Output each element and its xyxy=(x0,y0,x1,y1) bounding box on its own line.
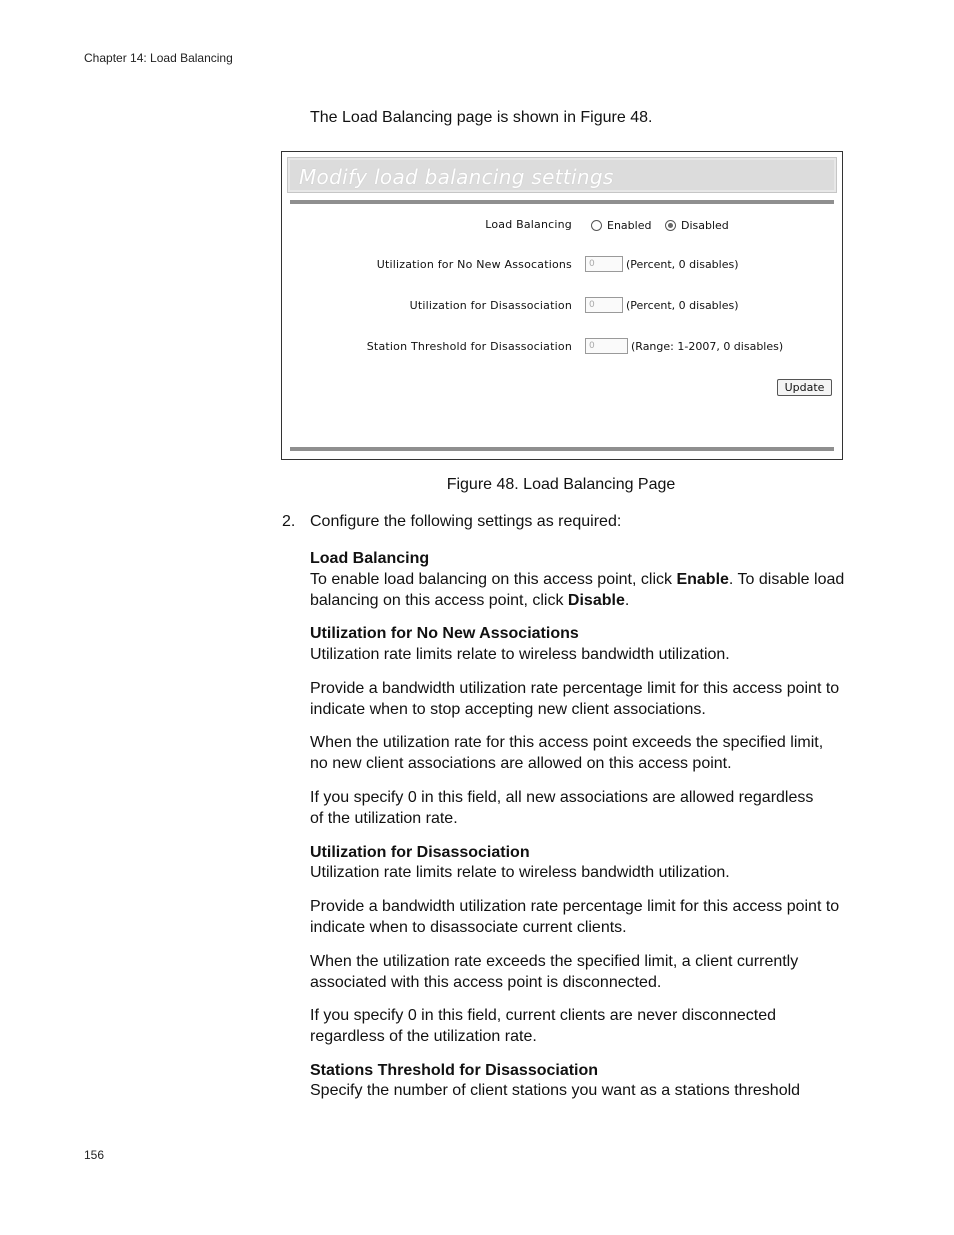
page-number: 156 xyxy=(84,1148,105,1162)
figure-load-balancing-page xyxy=(281,151,843,460)
unna-p4: If you specify 0 in this field, all new associations are allowed regardless of the utilization rate. xyxy=(310,789,814,827)
util-no-new-input[interactable]: 0 xyxy=(585,256,623,272)
intro-text: The Load Balancing page is shown in Figure 48. xyxy=(310,109,653,126)
ud-p4: If you specify 0 in this field, current clients are never disconnected regardless of the utilization rate. xyxy=(310,1007,777,1045)
std-p1: Specify the number of client stations you want as a stations threshold xyxy=(310,1082,801,1099)
settings-banner xyxy=(287,157,837,193)
figure-caption: Figure 48. Load Balancing Page xyxy=(446,476,676,493)
util-no-new-label: Utilization for No New Assocations xyxy=(376,258,572,271)
top-divider xyxy=(290,200,834,204)
enabled-radio[interactable] xyxy=(591,220,602,231)
ud-p1: Utilization rate limits relate to wireless bandwidth utilization. xyxy=(310,864,730,881)
util-disassoc-label: Utilization for Disassociation xyxy=(409,299,572,312)
bottom-divider xyxy=(290,447,834,451)
station-threshold-label: Station Threshold for Disassociation xyxy=(366,340,572,353)
unna-heading: Utilization for No New Associations xyxy=(310,625,579,642)
station-threshold-input[interactable]: 0 xyxy=(585,338,628,354)
std-heading: Stations Threshold for Disassociation xyxy=(310,1062,599,1079)
enabled-radio-label: Enabled xyxy=(607,219,652,232)
ud-heading: Utilization for Disassociation xyxy=(310,844,530,861)
unna-p1: Utilization rate limits relate to wireless bandwidth utilization. xyxy=(310,646,730,663)
station-threshold-hint: (Range: 1-2007, 0 disables) xyxy=(631,340,784,353)
lb-paragraph: To enable load balancing on this access point, click Enable. To disable load balancing on this access point, click Disable. xyxy=(310,571,845,609)
disabled-radio[interactable] xyxy=(665,220,676,231)
disable-term: Disable xyxy=(567,591,625,609)
util-disassoc-input[interactable]: 0 xyxy=(585,297,623,313)
ud-p3: When the utilization rate exceeds the specified limit, a client currently associated with this access point is disconnected. xyxy=(310,953,799,991)
enable-term: Enable xyxy=(676,571,729,588)
banner-title: Modify load balancing settings xyxy=(299,165,614,189)
update-button[interactable]: Update xyxy=(777,379,832,396)
lb-heading: Load Balancing xyxy=(310,550,430,567)
disabled-radio-label: Disabled xyxy=(681,219,729,232)
load-balancing-label: Load Balancing xyxy=(485,218,572,231)
step-text: Configure the following settings as required: xyxy=(310,513,622,530)
chapter-header: Chapter 14: Load Balancing xyxy=(84,51,233,65)
util-no-new-hint: (Percent, 0 disables) xyxy=(626,258,739,271)
unna-p2: Provide a bandwidth utilization rate percentage limit for this access point to indicate when to stop accepting new client associations. xyxy=(310,680,840,718)
step-number: 2. xyxy=(282,513,296,530)
unna-p3: When the utilization rate for this access point exceeds the specified limit, no new client associations are allowed on this access point. xyxy=(310,734,824,772)
ud-p2: Provide a bandwidth utilization rate percentage limit for this access point to indicate when to disassociate current clients. xyxy=(310,898,840,936)
util-disassoc-hint: (Percent, 0 disables) xyxy=(626,299,739,312)
